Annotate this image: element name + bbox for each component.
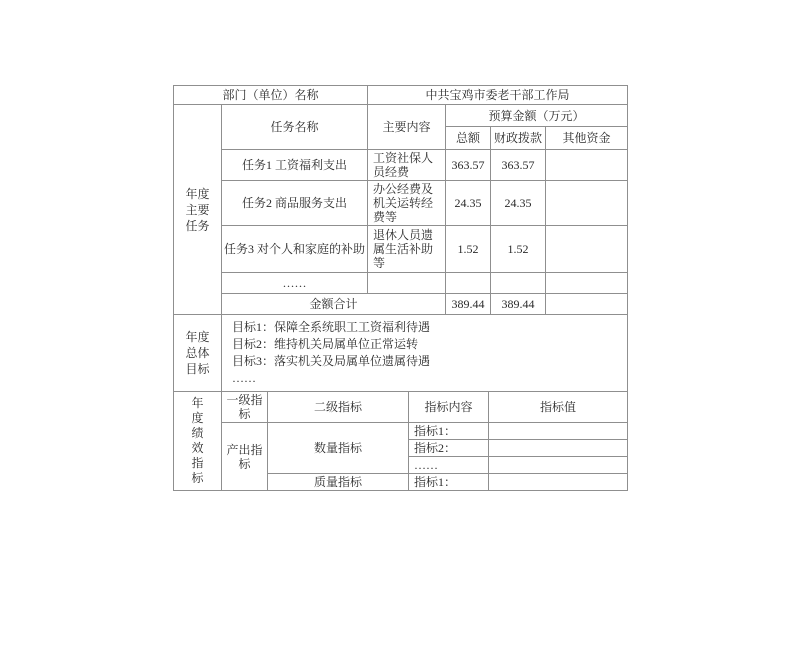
task-row-ellipsis [174,273,628,294]
task-name: 任务3 对个人和家庭的补助 [222,226,368,273]
task-content [368,273,446,294]
col-header-level1: 一级指标 [222,392,268,423]
task-row [174,226,628,273]
col-header-main-content: 主要内容 [368,105,446,150]
task-fiscal: 1.52 [491,226,546,273]
task-fiscal: 24.35 [491,181,546,226]
col-header-task-name: 任务名称 [222,105,368,150]
col-header-indicator-value: 指标值 [489,392,628,423]
indicator-content: …… [409,457,489,474]
task-name: …… [222,273,368,294]
col-header-fiscal: 财政拨款 [491,127,546,150]
dept-name-value: 中共宝鸡市委老干部工作局 [368,86,628,105]
task-fiscal: 363.57 [491,150,546,181]
goal-line: 目标3：落实机关及局属单位遗属待遇 [232,354,431,368]
annual-goals-table [173,314,628,392]
col-header-total: 总额 [446,127,491,150]
task-other [546,181,628,226]
task-other [546,226,628,273]
budget-table [173,85,627,491]
task-other [546,150,628,181]
task-total: 363.57 [446,150,491,181]
task-content: 办公经费及机关运转经费等 [368,181,446,226]
section-label-annual-tasks: 年度主要任务 [174,105,222,315]
level1-indicator-cell: 产出指标 [222,423,268,491]
task-name: 任务2 商品服务支出 [222,181,368,226]
dept-row-table [173,85,628,105]
indicator-value [489,423,628,440]
section-label-annual-goals: 年度总体目标 [174,315,222,392]
indicator-row [174,423,628,440]
page [0,85,800,650]
col-header-budget-group: 预算金额（万元） [446,105,628,127]
quantity-indicator-label: 数量指标 [268,423,409,474]
indicator-content: 指标2： [409,440,489,457]
performance-indicators-table [173,391,628,491]
total-row [174,294,628,315]
task-content: 退休人员遗属生活补助等 [368,226,446,273]
dept-name-label: 部门（单位）名称 [174,86,368,105]
task-total [446,273,491,294]
quality-indicator-label: 质量指标 [268,474,409,491]
task-row [174,150,628,181]
indicator-value [489,474,628,491]
goal-line: 目标2：维持机关局属单位正常运转 [232,337,419,351]
task-total: 1.52 [446,226,491,273]
col-header-other: 其他资金 [546,127,628,150]
task-content: 工资社保人员经费 [368,150,446,181]
task-total: 24.35 [446,181,491,226]
indicator-content: 指标1： [409,474,489,491]
total-row-other [546,294,628,315]
task-row [174,181,628,226]
goal-line: …… [232,371,256,385]
col-header-indicator-content: 指标内容 [409,392,489,423]
annual-goals-content [222,315,628,392]
col-header-level2: 二级指标 [268,392,409,423]
total-row-total: 389.44 [446,294,491,315]
indicator-content: 指标1： [409,423,489,440]
total-row-label: 金额合计 [222,294,446,315]
task-fiscal [491,273,546,294]
section-label-performance: 年度绩效指标 [174,392,222,491]
annual-tasks-table [173,104,628,315]
indicator-value [489,440,628,457]
total-row-fiscal: 389.44 [491,294,546,315]
task-other [546,273,628,294]
goal-line: 目标1：保障全系统职工工资福利待遇 [232,320,431,334]
indicator-value [489,457,628,474]
task-name: 任务1 工资福利支出 [222,150,368,181]
